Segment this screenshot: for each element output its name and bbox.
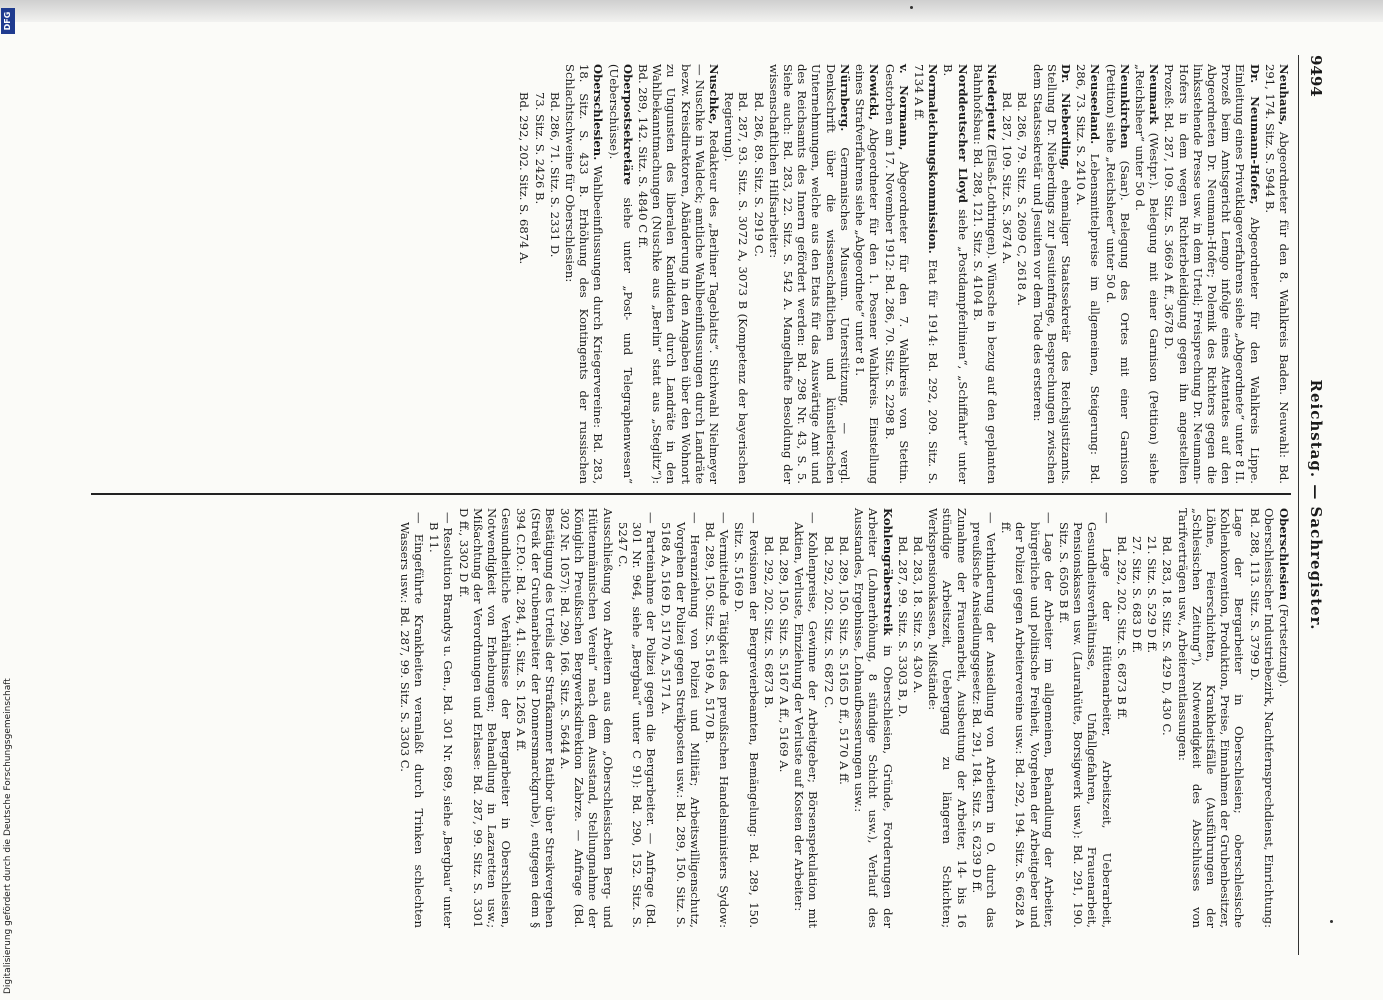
entry-text: (Fortsetzung). bbox=[1277, 603, 1291, 688]
entry-text: in Oberschlesien, Gründe, Forderungen der Arbeiter (Lohnerhöhung, 8 stündige Schicht usw.), Verlauf des Ausstandes, Ergebnisse, Lohnaufbesserungen usw.: bbox=[852, 508, 895, 928]
register-entry bbox=[1057, 508, 1114, 928]
entry-keyword: Nuschke, bbox=[707, 64, 722, 125]
entry-text: Abgeordneter für den Wahlkreis Lippe. Einleitung eines Privatklageverfahrens siehe „Abgeordnete“ unter 8 II. Prozeß beim Amtsgericht Lemgo infolge eines Attentates auf den Abgeordneten Dr. Neumann-Hofer; Polemik des Richters gegen die linksstehende Presse usw. in dem Urteil; Freisprechung Dr. Neumann-Hofers in dem wegen Richterbeleidigung gegen ihn angestellten Prozeß: Bd. 287, 109. Sitz. S. 3669 A ff., 3678 D. bbox=[1162, 64, 1262, 484]
entry-text: Bd. 292, 202. Sitz. S. 6873 B ff. bbox=[1114, 536, 1129, 720]
register-entry bbox=[767, 64, 852, 484]
entry-text: ehemaliger Staatssekretär des Reichsjustizamts. Stellung Dr. Nieberdings zur Jesuitenfrage, Besprechungen zwischen dem Staatssekretär und Jesuiten vor dem Tode des ersteren: bbox=[1030, 64, 1073, 485]
register-entry bbox=[751, 64, 765, 484]
entry-keyword: Oberschlesien. bbox=[591, 64, 606, 161]
register-entry bbox=[822, 508, 836, 928]
entry-keyword: v. Normann, bbox=[896, 64, 911, 151]
register-entry bbox=[456, 508, 513, 928]
column-divider bbox=[91, 493, 1291, 495]
entry-text: Bd. 287, 99. Sitz. S. 3303 B, D. bbox=[895, 536, 910, 718]
register-entry bbox=[941, 64, 969, 484]
register-entry bbox=[792, 508, 820, 928]
register-entry bbox=[853, 64, 881, 484]
register-entry bbox=[1162, 64, 1261, 484]
entry-keyword: Nowicki, bbox=[867, 64, 882, 121]
entry-text: (Saar). Belegung des Ortes mit einer Garnison (Petition) siehe „Reichsheer“ unter 50 d. bbox=[1103, 64, 1132, 485]
entry-keyword: Oberpostsekretäre bbox=[620, 64, 635, 186]
register-entry bbox=[636, 64, 721, 484]
left-column bbox=[516, 64, 1291, 484]
entry-text: Bestätigung des Urteils der Strafkammer Ratibor über Streikvergehen (Streik der Grubenarbeiter der Donnersmarckgrube), entgegen dem § 394 C.P.O.: Bd. 284, 41. Sitz. S. 1265 A ff. bbox=[514, 508, 557, 928]
register-entry bbox=[852, 508, 895, 928]
entry-keyword: Neunkirchen bbox=[1117, 64, 1132, 149]
register-entry bbox=[1145, 508, 1159, 928]
register-entry bbox=[971, 64, 999, 484]
entry-keyword: Neuseeland. bbox=[1088, 64, 1103, 145]
entry-text: (Westpr.). Belegung mit einer Garnison (Petition) siehe „Reichsheer“ unter 50 d. bbox=[1132, 64, 1162, 485]
entry-text: 21. Sitz. S. 529 D ff. bbox=[1145, 536, 1160, 654]
register-entry bbox=[659, 508, 702, 928]
entry-text: Wahlbeeinflussungen durch Kriegervereine: Bd. 283, 18. Sitz. S. 433 B. Erhöhung des Kontingents der russischen Schlachtschweine für Oberschlesien: bbox=[563, 64, 606, 484]
entry-text: Lage der Arbeiter im allgemeinen, Behandlung der Arbeiter, bürgerliche und politische Freiheit, Vorgehen der Arbeitgeber und der Polizei gegen Arbeitervereine usw.: Bd. 292, 194. Sitz. S. 6628 A ff. bbox=[999, 522, 1056, 928]
entry-keyword: Dr. Neumann-Hofer, bbox=[1247, 64, 1262, 205]
register-entry bbox=[427, 508, 455, 928]
page-title: Reichstag. — Sachregister. bbox=[1307, 379, 1325, 631]
register-entry bbox=[1015, 64, 1029, 484]
entry-text: Bd. 292, 202. Sitz. S. 6874 A. bbox=[517, 92, 532, 265]
entry-text: Revisionen der Bergrevierbeamten, Bemängelung: Bd. 289, 150. Sitz. S. 5169 D. bbox=[732, 522, 761, 929]
register-entry bbox=[703, 508, 731, 928]
header-rule bbox=[1298, 55, 1299, 955]
entry-keyword: Norddeutscher Lloyd bbox=[955, 64, 970, 204]
register-entry bbox=[1247, 508, 1275, 928]
register-entry bbox=[548, 64, 562, 484]
register-entry bbox=[1074, 64, 1102, 484]
register-entry bbox=[1000, 64, 1014, 484]
entry-text: Abgeordneter für den 7. Wahlkreis von Stettin. Gestorben am 17. November 1912: Bd. 286, 70. Sitz. S. 2298 B. bbox=[882, 64, 911, 484]
entry-text: Bd. 289, 150. Sitz. S. 5167 A ff., 5169 A. bbox=[777, 536, 792, 773]
register-entry bbox=[882, 64, 910, 484]
entry-text: Verhinderung der Ansiedlung von Arbeitern in O. durch das preußische Ansiedlungsgesetz: Bd. 291, 184. Sitz. S. 6239 D ff. bbox=[969, 522, 998, 928]
digitization-footer bbox=[0, 0, 18, 1000]
register-entry bbox=[777, 508, 791, 928]
entry-text: Kohlenpreise, Gewinne der Arbeitgeber; Börsenspekulation mit Aktien, Verluste, Einziehung der Verluste auf Kosten der Arbeiter: bbox=[792, 522, 821, 928]
register-entry bbox=[1115, 508, 1129, 928]
entry-text: Heranziehung von Polizei und Militär; Arbeitswilligenschutz, Vorgehen der Polizei gegen Streikposten usw.: Bd. 289, 150. Sitz. S. 5168 A, 5169 D, 5170 A, 5171 A. bbox=[659, 522, 702, 928]
entry-text: Bd. 289, 150. Sitz. S. 5165 D ff., 5170 A ff. bbox=[836, 536, 851, 785]
scan-speck bbox=[1330, 920, 1333, 923]
scan-speck bbox=[910, 6, 913, 9]
register-entry bbox=[563, 64, 606, 484]
page-number: 9494 bbox=[1307, 55, 1325, 97]
register-entry bbox=[1103, 64, 1131, 484]
entry-text: 73. Sitz. S. 2426 B. bbox=[532, 92, 547, 205]
entry-text: Zunahme der Frauenarbeit, Ausbeutung der Arbeiter, 14- bis 16 stündige Arbeitszeit, Uebergang zu längeren Schichten; Werkspensionskassen, Mißstände: bbox=[926, 508, 969, 928]
register-entry bbox=[999, 508, 1056, 928]
dfg-logo: DFG bbox=[1, 8, 15, 34]
entry-text: Bd. 283, 18. Sitz. S. 429 D, 430 C. bbox=[1160, 536, 1175, 736]
right-column bbox=[397, 508, 1291, 928]
entry-keyword: Neuhaus, bbox=[1277, 64, 1291, 126]
entry-keyword: Normaleichungskommission. bbox=[926, 64, 941, 254]
register-entry bbox=[896, 508, 910, 928]
entry-keyword: Dr. Nieberding, bbox=[1058, 64, 1073, 171]
entry-text: Lebensmittelpreise im allgemeinen, Steigerung: Bd. 286, 73. Sitz. S. 2410 A. bbox=[1074, 64, 1103, 484]
entry-text: Bd. 287, 109. Sitz. S. 3674 A. bbox=[1000, 92, 1015, 265]
register-entry bbox=[837, 508, 851, 928]
register-entry bbox=[616, 508, 659, 928]
register-entry bbox=[558, 508, 615, 928]
register-entry bbox=[1030, 64, 1073, 484]
entry-text: Germanisches Museum. Unterstützung, — vergl. Denkschrift über die wissenschaftlichen und künstlerischen Unternehmungen, welche aus den Etats für das Auswärtige Amt und des Reichsamts des Innern gefördert werden: Bd. 298 Nr. 43, S. 5. Siehe auch: Bd. 283, 22. Sitz. S. 542 A. Mangelhafte Besoldung der wissenschaftlichen Hilfsarbeiter: bbox=[766, 64, 852, 484]
entry-keyword: Neumark bbox=[1147, 64, 1162, 125]
entry-text: siehe unter „Post- und Telegraphenwesen“ (Ueberschüsse). bbox=[606, 64, 635, 484]
footer-text: Digitalisierung gefördert durch die Deutsche Forschungsgemeinschaft bbox=[3, 678, 13, 994]
register-entry bbox=[1263, 64, 1291, 484]
entry-keyword: Oberschlesien bbox=[1277, 508, 1291, 601]
register-entry bbox=[926, 508, 969, 928]
register-entry bbox=[606, 64, 634, 484]
entry-text: Bd. 292, 202. Sitz. S. 6872 C. bbox=[821, 536, 836, 709]
entry-text: Parteinahme der Polizei gegen die Bergarbeiter. — Anfrage (Bd. 301 Nr. 964, siehe „Bergbau“ unter C 91): Bd. 290, 152. Sitz. S. 5247 C. bbox=[615, 522, 659, 928]
register-entry bbox=[514, 508, 557, 928]
entry-keyword: Kohlengräberstreik bbox=[880, 508, 895, 636]
entry-text: 27. Sitz. S. 683 D ff. bbox=[1129, 536, 1144, 654]
entry-text: Abgeordneter für den 8. Wahlkreis Baden. Neuwahl: Bd. 291, 174. Sitz. S. 5944 B. bbox=[1262, 64, 1291, 484]
register-entry bbox=[1175, 508, 1246, 928]
entry-text: siehe „Postdampferlinien“, „Schiffahrt“ unter B. bbox=[941, 64, 970, 484]
entry-text: Bd. 292, 202. Sitz. S. 6873 B. bbox=[761, 536, 776, 709]
entry-keyword: Niederjeutz bbox=[984, 64, 999, 140]
entry-text: Bd. 286, 79. Sitz. S. 2609 C, 2618 A. bbox=[1015, 92, 1030, 306]
entry-keyword: Nürnberg. bbox=[837, 64, 852, 132]
register-entry bbox=[911, 508, 925, 928]
register-entry bbox=[912, 64, 940, 484]
register-entry bbox=[722, 64, 750, 484]
entry-text: Bd. 286, 71. Sitz. S. 2331 D. bbox=[547, 92, 562, 258]
register-entry bbox=[970, 508, 998, 928]
entry-text: Eingeführte Krankheiten veranlaßt durch Trinken schlechten Wassers usw.: Bd. 287, 99. Sitz. S. 3303 C. bbox=[397, 522, 427, 928]
register-entry bbox=[398, 508, 426, 928]
entry-text: Lage der Hüttenarbeiter, Arbeitszeit, Ueberarbeit, Gesundheitsverhältnisse, Unfallgefahren, Frauenarbeit, Pensionskassen usw. (Laurahütte, Borsigwerk usw.): Bd. 291, 190. Sitz. S. 6505 B ff. bbox=[1056, 522, 1114, 928]
entry-text: Oberschlesischer Industriebezirk, Nachtfernsprechdienst, Einrichtung: Bd. 288, 113. Sitz. S. 3799 D. bbox=[1247, 508, 1276, 928]
entry-text: Etat für 1914: Bd. 292, 209. Sitz. S. 7134 A ff. bbox=[911, 64, 941, 485]
register-entry bbox=[1277, 508, 1291, 928]
register-entry bbox=[1133, 64, 1161, 484]
register-entry bbox=[732, 508, 760, 928]
entry-text: Ausschließung von Arbeitern aus dem „Oberschlesischen Berg- und Hüttenmännischen Verein“ nach dem Ausstand, Stellungnahme der Königlich Preußischen Bergwerksdirektion Zabrze. — Anfrage (Bd. 302 Nr. 1057): Bd. 290, 166. Sitz. S. 5644 A. bbox=[558, 508, 615, 928]
scan-edge bbox=[0, 0, 1383, 22]
register-entry bbox=[517, 64, 531, 484]
entry-text: Abgeordneter für den 1. Posener Wahlkreis. Einstellung eines Strafverfahrens siehe „Abgeordnete“ unter 8 I. bbox=[853, 64, 882, 484]
running-header bbox=[1299, 55, 1325, 955]
entry-text: Gesundheitliche Verhältnisse der Bergarbeiter in Oberschlesien, Notwendigkeit von Erhebungen; Behandlung in Lazaretten usw.; Mißachtung der Verordnungen und Erlasse: Bd. 287, 99. Sitz. S. 3301 D ff., 3302 D ff. bbox=[456, 508, 514, 928]
entry-text: Bd. 286, 89. Sitz. S. 2919 C. bbox=[751, 92, 766, 257]
entry-text: (Elsaß-Lothringen). Wünsche in bezug auf den geplanten Bahnhofsbau: Bd. 288, 121. Sitz. S. 4104 B. bbox=[970, 64, 999, 484]
entry-text: Lage der Bergarbeiter in Oberschlesien; oberschlesische Kohlenkonvention, Produktion, Preise, Einnahmen der Grubenbesitzer, Löhne, Feierschichten, Krankheitsfälle (Ausführungen der „Schlesischen Zeitung“), Notwendigkeit des Abschlusses von Tarifverträgen usw., Arbeiterentlassungen: bbox=[1175, 508, 1247, 928]
entry-text: Redakteur des „Berliner Tageblatts“. Stichwahl Nielmeyer — Nuschke in Waldeck; amtliche Wahlbeeinflussungen durch Landräte bezw. Kreisdirektoren, Abänderung in den Angaben über den Wohnort zu Ungunsten des liberalen Kandidaten durch Landräte in den Wahlbekanntmachungen (Nuschke aus „Berlin“ statt aus „Steglitz“): Bd. 289, 142. Sitz. S. 4840 C ff. bbox=[636, 64, 722, 485]
entry-text: Resolution Brandys u. Gen., Bd. 301 Nr. 689, siehe „Bergbau“ unter B 11. bbox=[427, 522, 456, 928]
register-entry bbox=[762, 508, 776, 928]
register-entry bbox=[532, 64, 546, 484]
register-entry bbox=[1130, 508, 1144, 928]
entry-text: Bd. 287, 93. Sitz. S. 3072 A, 3073 B (Kompetenz der bayerischen Regierung). bbox=[722, 92, 751, 484]
register-entry bbox=[1160, 508, 1174, 928]
entry-text: Bd. 283, 18. Sitz. S. 430 A. bbox=[910, 536, 925, 694]
entry-text: Vermittelnde Tätigkeit des preußischen Handelsministers Sydow: Bd. 289, 150. Sitz. S. 5169 A, 5170 B. bbox=[703, 522, 732, 928]
